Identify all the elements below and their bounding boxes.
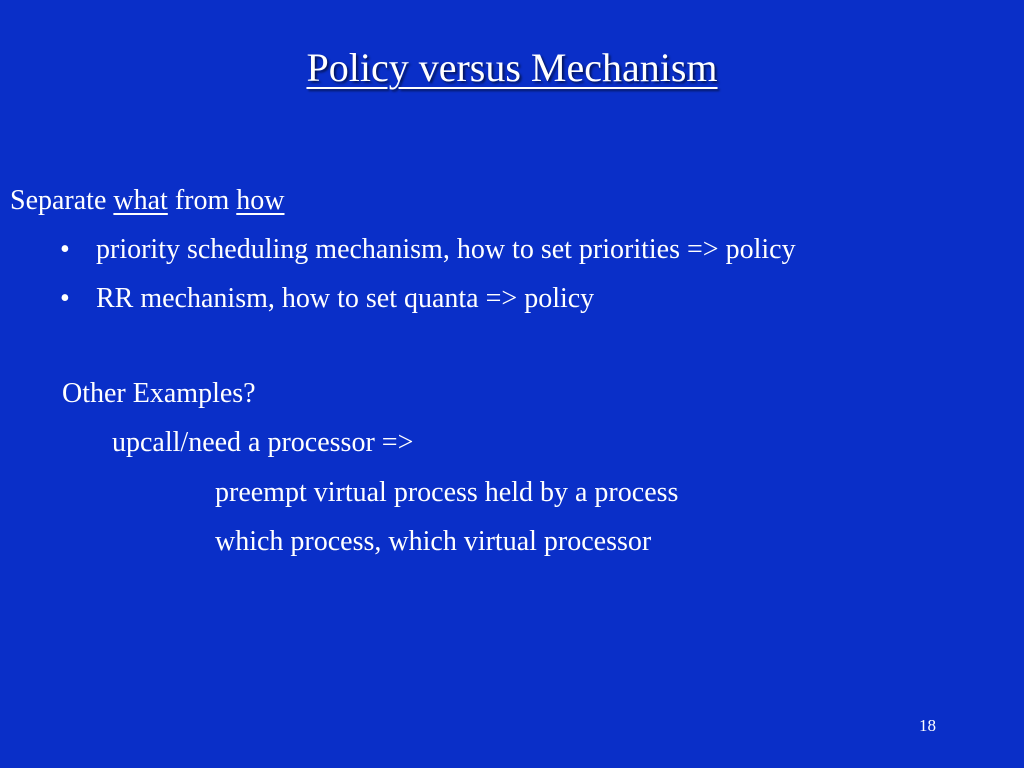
sub-line-2: which process, which virtual processor	[215, 526, 652, 557]
intro-how: how	[236, 185, 285, 216]
slide-number: 18	[919, 716, 936, 735]
slide-title: Policy versus Mechanism	[306, 45, 718, 90]
other-examples-heading: Other Examples?	[62, 378, 256, 409]
intro-what: what	[113, 185, 168, 216]
bullet-text-2: RR mechanism, how to set quanta => policy	[96, 283, 595, 314]
bullet-icon: •	[60, 234, 70, 265]
intro-line	[10, 184, 285, 218]
bullet-item-1	[60, 233, 960, 267]
bullet-item-2	[60, 282, 960, 316]
intro-middle: from	[167, 185, 237, 216]
upcall-line: upcall/need a processor =>	[112, 427, 414, 458]
sub-line-1: preempt virtual process held by a process	[215, 477, 679, 508]
intro-prefix: Separate	[10, 185, 114, 216]
bullet-text-1: priority scheduling mechanism, how to set priorities => policy	[96, 234, 796, 265]
bullet-icon: •	[60, 283, 70, 314]
